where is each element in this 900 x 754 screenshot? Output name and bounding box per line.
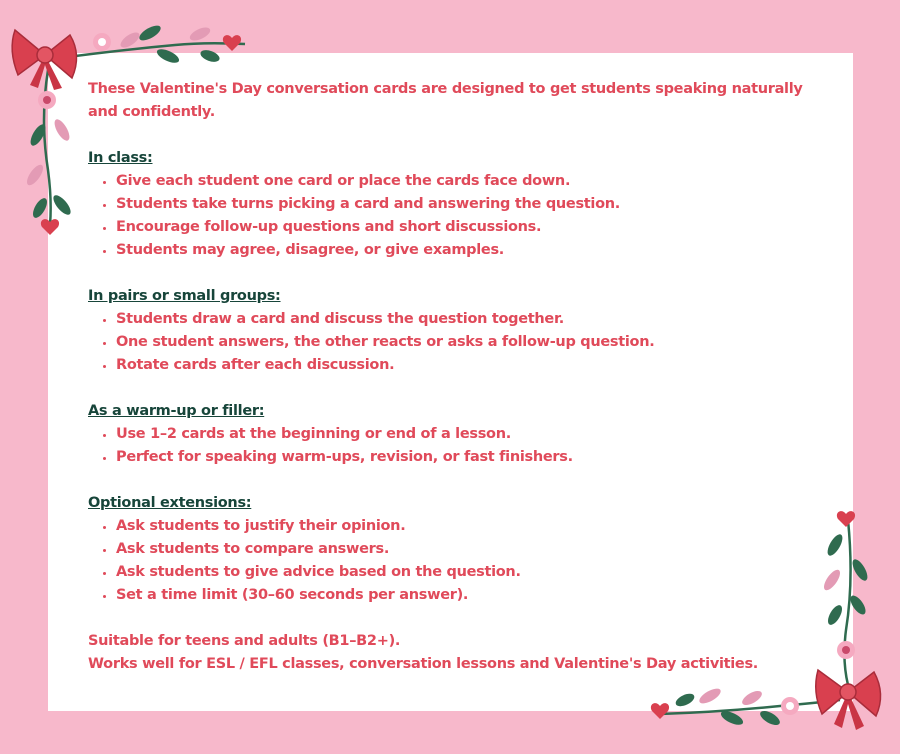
section-warm-up — [88, 400, 818, 469]
heart-icon — [223, 35, 241, 51]
bullet-list — [88, 515, 818, 607]
list-item: • One student answers, the other reacts or asks a follow-up question. — [116, 331, 818, 354]
section-heading: In pairs or small groups: — [88, 288, 281, 304]
leaf-icon — [821, 532, 870, 627]
list-item: • Students draw a card and discuss the question together. — [116, 308, 818, 331]
bullet-list — [88, 308, 818, 377]
list-item: • Rotate cards after each discussion. — [116, 354, 818, 377]
list-item: • Ask students to compare answers. — [116, 538, 818, 561]
list-item: • Set a time limit (30–60 seconds per answer). — [116, 584, 818, 607]
list-item: • Students may agree, disagree, or give examples. — [116, 239, 818, 262]
level-note: Suitable for teens and adults (B1–B2+). — [88, 633, 401, 649]
list-item: • Encourage follow-up questions and short discussions. — [116, 216, 818, 239]
section-extensions — [88, 492, 818, 607]
bow-icon — [12, 30, 76, 90]
list-item: • Use 1–2 cards at the beginning or end of a lesson. — [116, 423, 818, 446]
heart-icon — [837, 511, 855, 527]
section-in-class — [88, 147, 818, 262]
footer-notes — [88, 630, 818, 676]
list-item: • Give each student one card or place the cards face down. — [116, 170, 818, 193]
intro-paragraph: These Valentine's Day conversation cards are designed to get students speaking naturally and confidently. — [88, 81, 803, 120]
bullet-list — [88, 170, 818, 262]
list-item: • Students take turns picking a card and answering the question. — [116, 193, 818, 216]
list-item: • Ask students to give advice based on the question. — [116, 561, 818, 584]
section-heading: Optional extensions: — [88, 495, 252, 511]
section-heading: In class: — [88, 150, 153, 166]
section-pairs-groups — [88, 285, 818, 377]
instructions-text — [88, 78, 818, 676]
list-item: • Ask students to justify their opinion. — [116, 515, 818, 538]
usage-note: Works well for ESL / EFL classes, conversation lessons and Valentine's Day activities. — [88, 656, 759, 672]
list-item: • Perfect for speaking warm-ups, revision, or fast finishers. — [116, 446, 818, 469]
bullet-list — [88, 423, 818, 469]
section-heading: As a warm-up or filler: — [88, 403, 265, 419]
bow-icon — [816, 670, 881, 730]
heart-icon — [651, 703, 669, 719]
